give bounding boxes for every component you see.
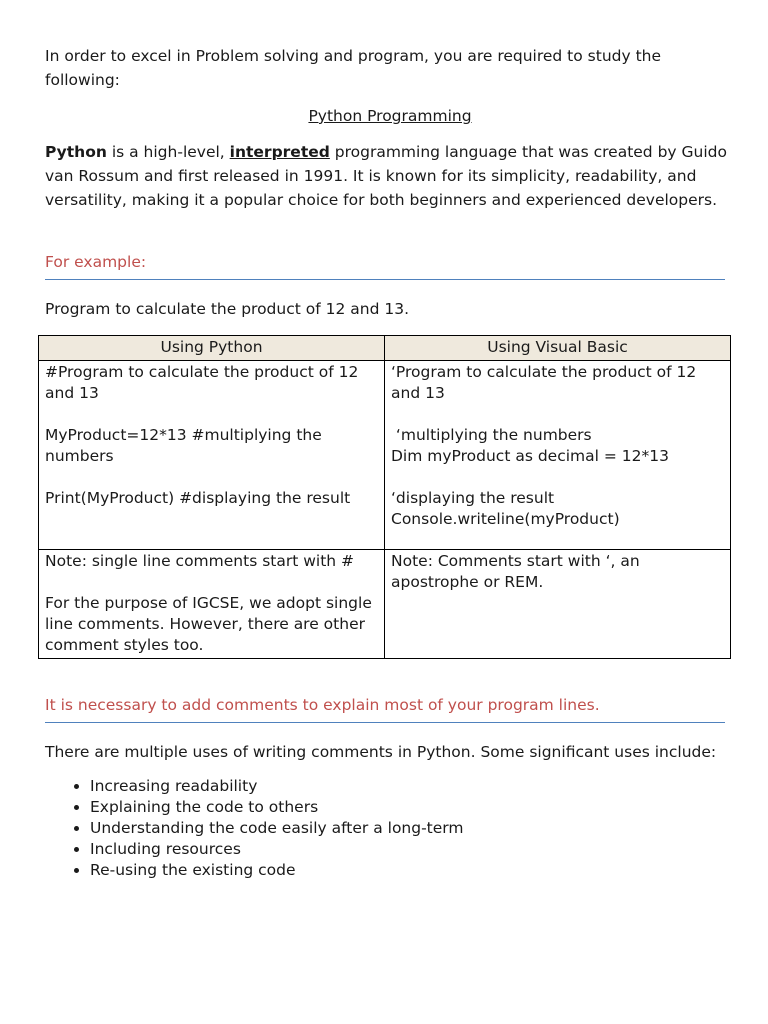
vb-note-text: Note: Comments start with ‘, an apostrophe or REM. <box>391 552 640 591</box>
vb-code-line-2a: ‘multiplying the numbers <box>391 426 592 444</box>
python-definition <box>45 140 735 212</box>
python-term: Python <box>45 143 107 161</box>
vb-note-cell <box>385 550 731 659</box>
uses-list <box>45 776 735 881</box>
python-code-line-3: Print(MyProduct) #displaying the result <box>45 489 351 507</box>
list-item: • Understanding the code easily after a long-term <box>90 818 735 839</box>
section-title: Python Programming <box>308 107 472 125</box>
python-code-line-2: MyProduct=12*13 #multiplying the numbers <box>45 426 322 465</box>
document-page <box>45 44 735 881</box>
vb-code-line-1: ‘Program to calculate the product of 12 and 13 <box>391 363 697 402</box>
list-item: • Including resources <box>90 839 735 860</box>
definition-part-2: programming language that was created by Guido van Rossum and first released in 1991. It is known for its simplicity, readability, and versatility, making it a popular choice for both beginners and experienced developers. <box>45 143 727 209</box>
example-heading: For example: <box>45 250 725 280</box>
header-visual-basic: Using Visual Basic <box>385 336 731 361</box>
uses-intro: There are multiple uses of writing comments in Python. Some significant uses include: <box>45 743 717 761</box>
python-note-line-1: Note: single line comments start with # <box>45 552 355 570</box>
intro-paragraph: In order to excel in Problem solving and program, you are required to study the following: <box>45 47 662 89</box>
comparison-table <box>38 335 731 659</box>
list-item: • Explaining the code to others <box>90 797 735 818</box>
comments-heading: It is necessary to add comments to explain most of your program lines. <box>45 693 725 723</box>
header-python: Using Python <box>39 336 385 361</box>
vb-code-line-2b: Dim myProduct as decimal = 12*13 <box>391 447 669 465</box>
python-code-line-1: #Program to calculate the product of 12 and 13 <box>45 363 359 402</box>
python-note-cell <box>39 550 385 659</box>
table-row-notes <box>39 550 731 659</box>
python-code-cell <box>39 361 385 550</box>
interpreted-keyword: interpreted <box>229 143 330 161</box>
table-header-row <box>39 336 731 361</box>
vb-code-line-3a: ‘displaying the result <box>391 489 555 507</box>
table-row-code <box>39 361 731 550</box>
section-title-wrap <box>45 104 735 128</box>
list-item: • Increasing readability <box>90 776 735 797</box>
vb-code-line-3b: Console.writeline(myProduct) <box>391 510 620 528</box>
definition-part-1: is a high-level, <box>106 143 230 161</box>
vb-code-cell <box>385 361 731 550</box>
list-item: • Re-using the existing code <box>90 860 735 881</box>
python-note-line-2: For the purpose of IGCSE, we adopt single line comments. However, there are other comment styles too. <box>45 594 372 654</box>
example-prompt: Program to calculate the product of 12 and 13. <box>45 300 409 318</box>
